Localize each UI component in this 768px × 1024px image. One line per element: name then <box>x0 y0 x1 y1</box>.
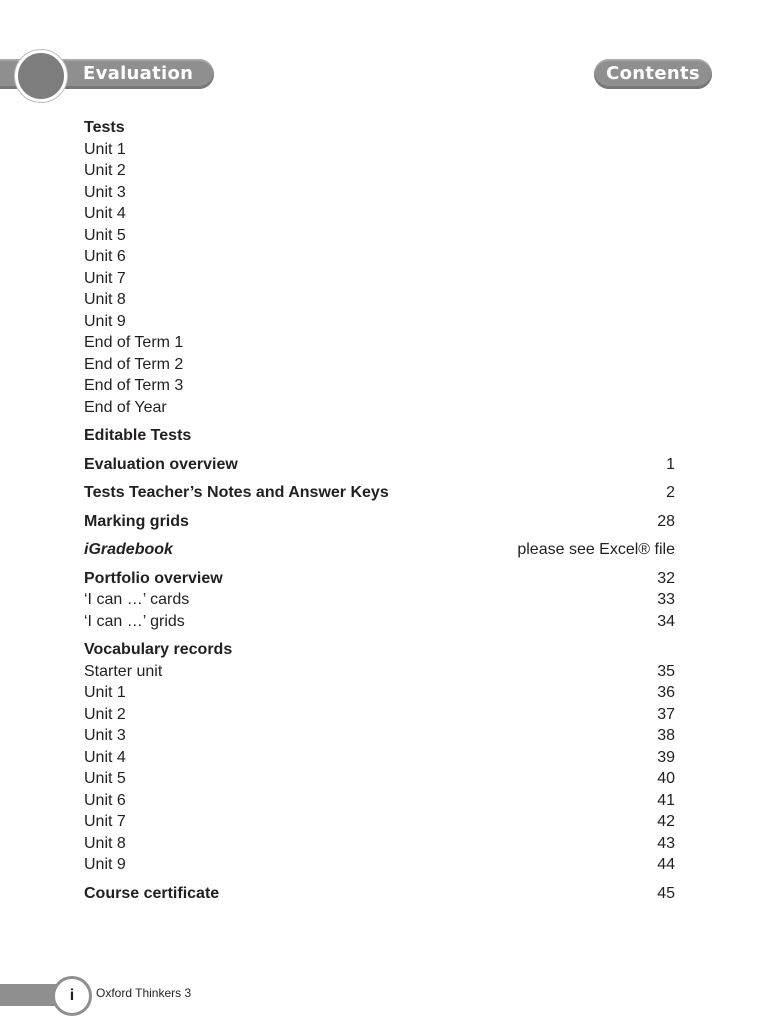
toc-item: Unit 6 41 <box>84 791 675 809</box>
toc-section-evaluation-overview <box>84 454 675 476</box>
toc-item: End of Term 3 <box>84 377 184 394</box>
toc-heading: Course certificate 45 <box>84 883 675 905</box>
toc-item: Unit 6 <box>84 248 126 265</box>
toc-item: Unit 4 39 <box>84 748 675 766</box>
toc-section-portfolio <box>84 568 675 633</box>
toc-item: Unit 4 <box>84 205 126 222</box>
toc-item: Unit 5 40 <box>84 770 675 787</box>
section-title: Evaluation <box>83 63 194 84</box>
toc-item: Unit 3 38 <box>84 727 675 744</box>
toc-item: Unit 1 36 <box>84 684 675 701</box>
toc-section-editable-tests <box>84 425 675 447</box>
toc-item: Unit 9 44 <box>84 856 675 873</box>
toc-item: Unit 8 <box>84 291 126 308</box>
footer-book-title: Oxford Thinkers 3 <box>96 986 192 1000</box>
toc-section-teachers-notes <box>84 482 675 504</box>
page-number: 1 <box>666 455 675 473</box>
toc-item: Unit 8 43 <box>84 834 675 852</box>
toc-item: Unit 9 <box>84 312 126 330</box>
toc-heading: Portfolio overview 32 <box>84 568 675 590</box>
toc-section-marking-grids <box>84 511 675 533</box>
toc-item: End of Year <box>84 398 167 416</box>
page-number: 28 <box>657 512 675 530</box>
toc-heading: Tests <box>84 119 125 136</box>
toc-item: Unit 1 <box>84 140 126 158</box>
table-of-contents <box>84 117 675 911</box>
toc-item: Unit 7 <box>84 269 126 287</box>
toc-item: Unit 3 <box>84 183 126 201</box>
toc-item: End of Term 2 <box>84 355 184 373</box>
header-circle-icon <box>15 50 67 102</box>
page-number: 45 <box>657 884 675 902</box>
toc-heading: Marking grids 28 <box>84 511 675 533</box>
toc-section-tests <box>84 117 675 418</box>
toc-section-certificate <box>84 883 675 905</box>
footer-page-number: i <box>52 976 92 1016</box>
toc-item: Unit 2 37 <box>84 705 675 723</box>
toc-item: Unit 2 <box>84 162 126 179</box>
toc-item: ‘I can …’ cards 33 <box>84 591 675 608</box>
toc-heading: Evaluation overview 1 <box>84 454 675 476</box>
toc-item: Unit 5 <box>84 226 126 244</box>
toc-heading: Vocabulary records <box>84 641 233 658</box>
page-reference: please see Excel® file <box>517 541 675 558</box>
page-number: 2 <box>666 484 675 501</box>
toc-heading: Editable Tests <box>84 427 192 444</box>
page-number: 32 <box>657 569 675 587</box>
toc-heading: Tests Teacher’s Notes and Answer Keys 2 <box>84 482 675 504</box>
toc-heading: iGradebook please see Excel® file <box>84 539 675 561</box>
toc-item: Starter unit 35 <box>84 662 675 680</box>
toc-item: ‘I can …’ grids 34 <box>84 612 675 630</box>
toc-section-igradebook <box>84 539 675 561</box>
contents-label: Contents <box>594 59 712 89</box>
toc-item: End of Term 1 <box>84 334 184 351</box>
toc-section-vocabulary <box>84 639 675 876</box>
toc-item: Unit 7 42 <box>84 813 675 830</box>
